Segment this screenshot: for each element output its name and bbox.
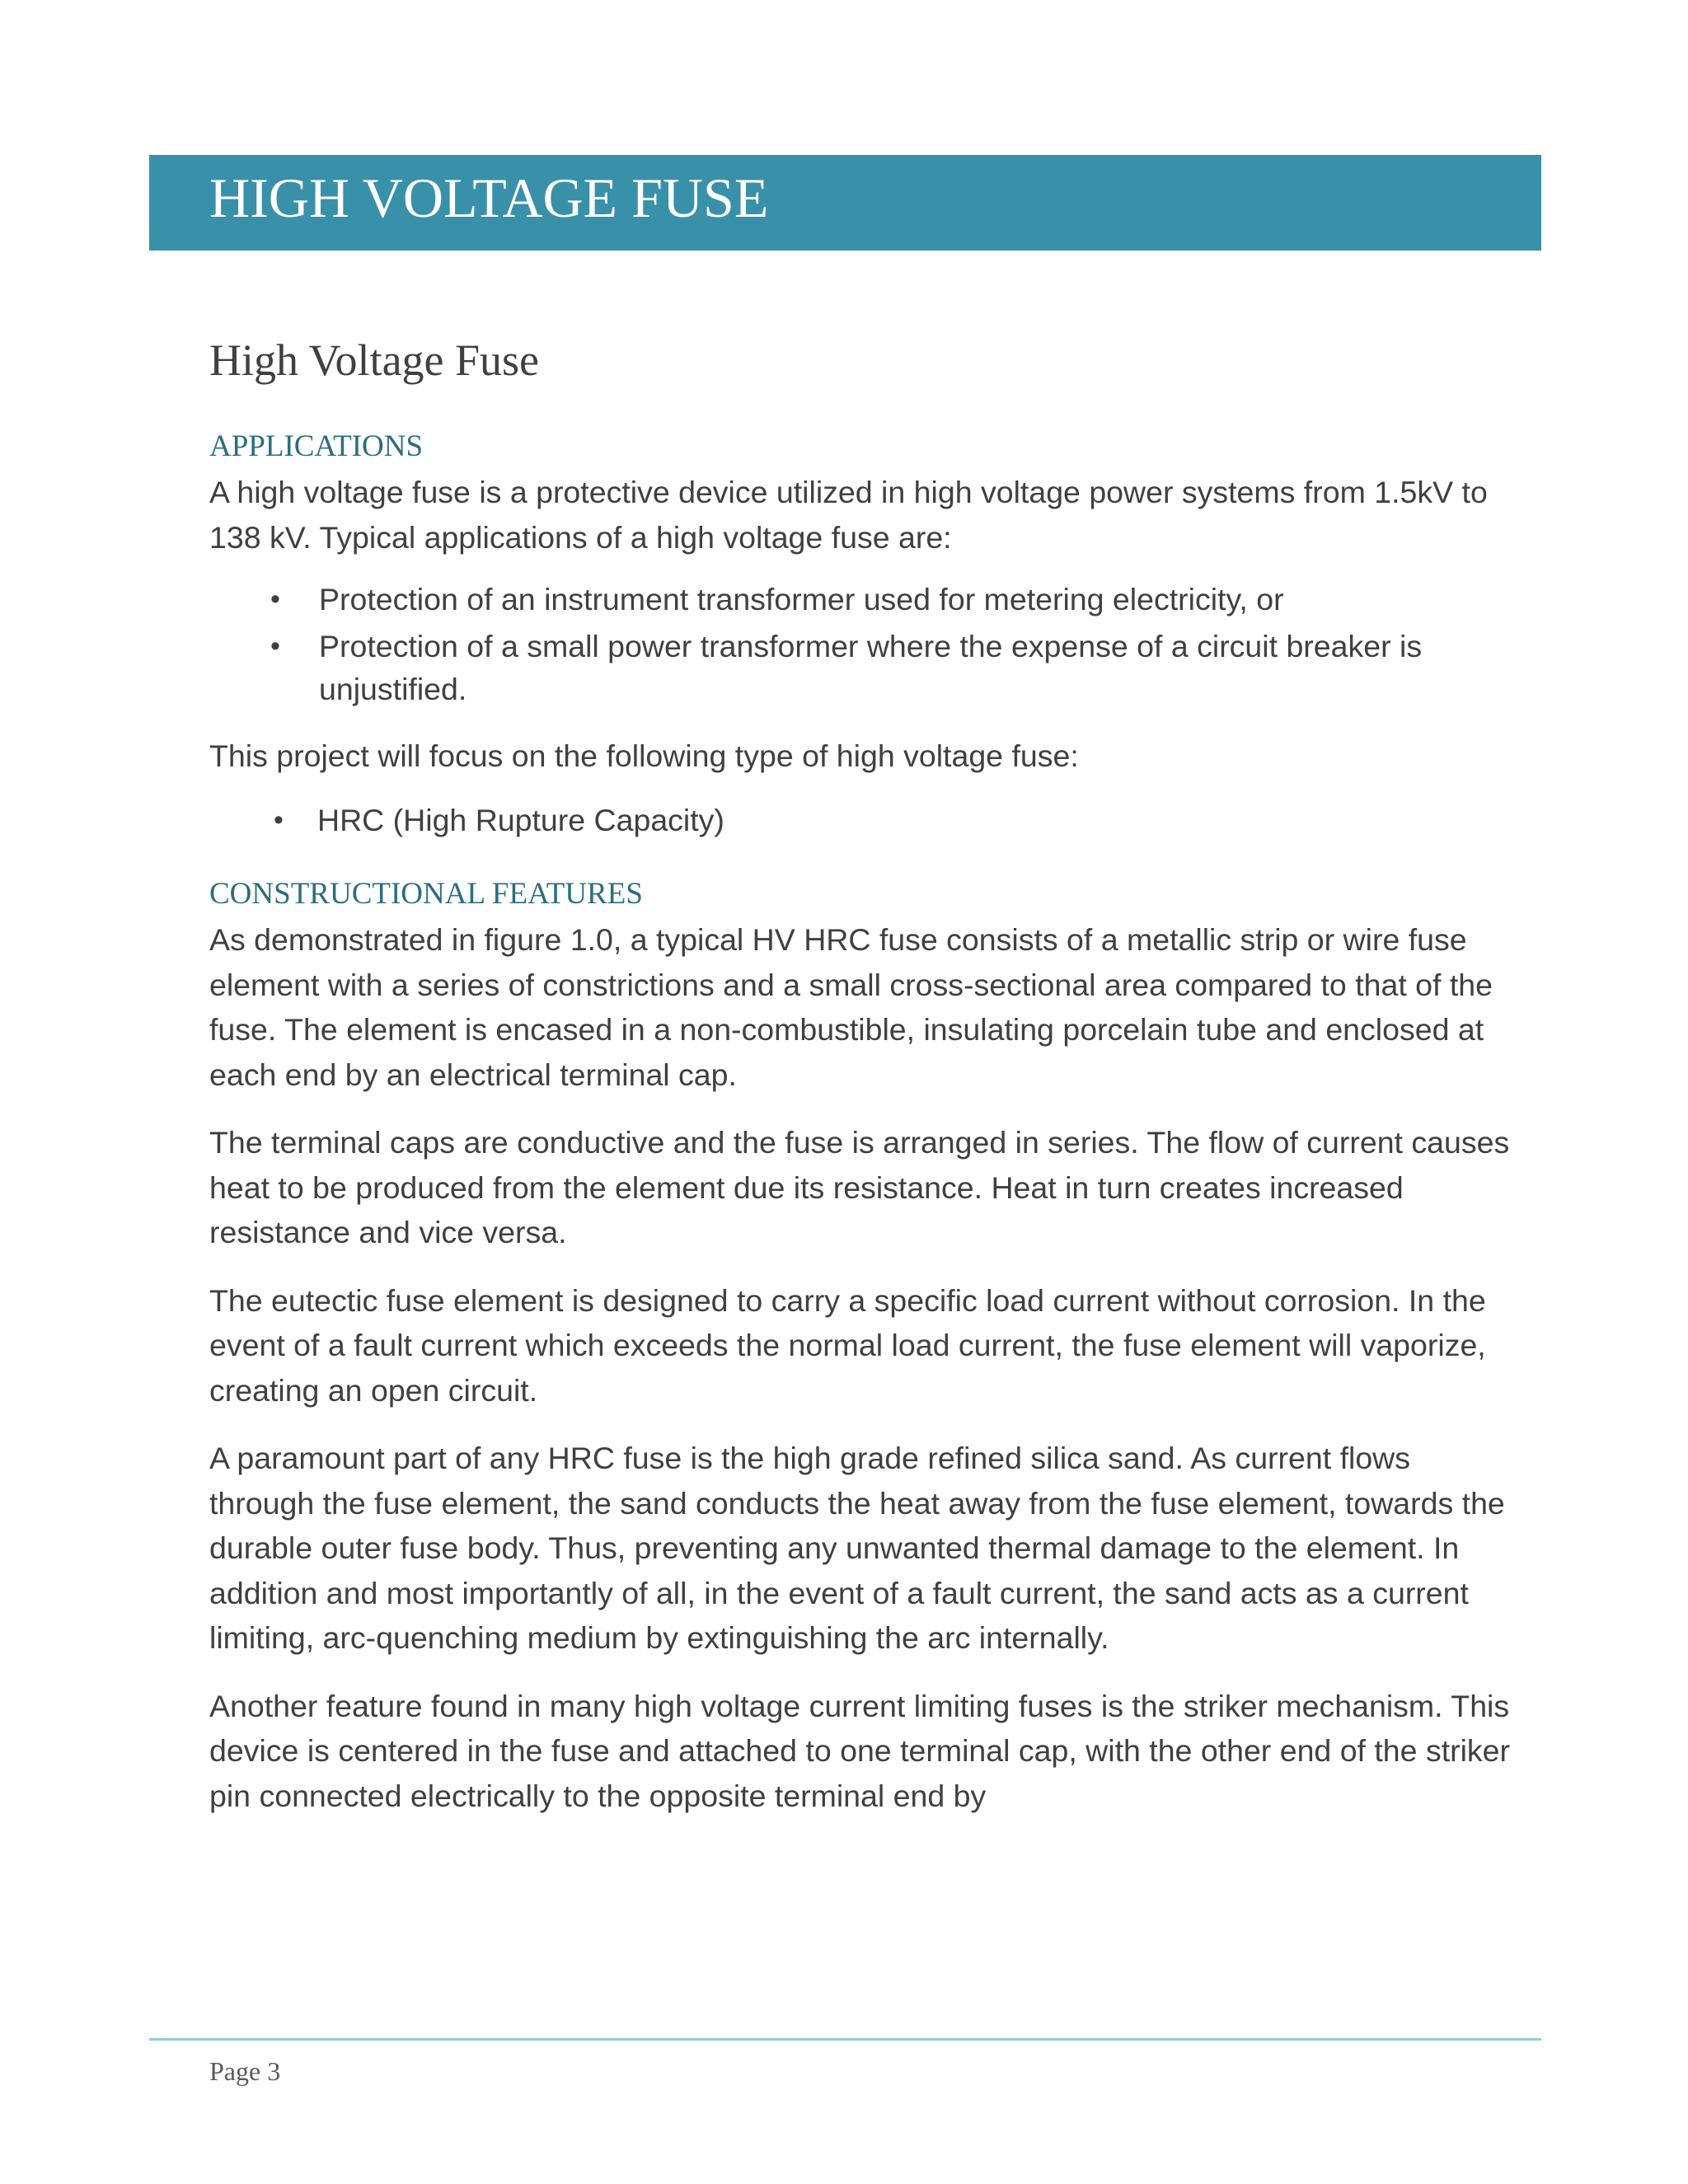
body-paragraph: As demonstrated in figure 1.0, a typical HV HRC fuse consists of a metallic strip or wire fuse element with a series of constrictions and a small cross-sectional area compared to that of the fuse. The element is encased in a non-combustible, insulating porcelain tube and enclosed at each end by an electrical terminal cap. xyxy=(209,922,1493,1092)
constructional-features-heading: CONSTRUCTIONAL FEATURES xyxy=(209,876,643,911)
body-paragraph: The terminal caps are conductive and the fuse is arranged in series. The flow of current causes heat to be produced from the element due its resistance. Heat in turn creates increased resistance and vice versa. xyxy=(209,1125,1510,1250)
applications-intro-paragraph: A high voltage fuse is a protective device utilized in high voltage power systems from 1.5kV to 138 kV. Typical applications of a high voltage fuse are: xyxy=(209,475,1488,555)
focus-paragraph: This project will focus on the following type of high voltage fuse: xyxy=(209,738,1079,774)
bullet-item: • Protection of a small power transformer where the expense of a circuit breaker is unjustified. xyxy=(209,625,1512,710)
footer-divider xyxy=(149,2038,1541,2041)
focus-bullet-list xyxy=(209,799,1512,841)
banner-title: HIGH VOLTAGE FUSE xyxy=(209,166,769,229)
bullet-item: • HRC (High Rupture Capacity) xyxy=(209,799,1512,841)
page-body xyxy=(209,334,1512,1818)
body-paragraph: The eutectic fuse element is designed to carry a specific load current without corrosion. In the event of a fault current which exceeds the normal load current, the fuse element will vaporize, creating an open circuit. xyxy=(209,1282,1486,1408)
applications-heading: APPLICATIONS xyxy=(209,429,424,463)
bullet-item: • Protection of an instrument transformer used for metering electricity, or xyxy=(209,578,1512,621)
body-paragraph: A paramount part of any HRC fuse is the high grade refined silica sand. As current flows through the fuse element, the sand conducts the heat away from the fuse element, towards the durable outer fuse body. Thus, preventing any unwanted thermal damage to the element. In addition and most importantly of all, in the event of a fault current, the sand acts as a current limiting, arc-quenching medium by extinguishing the arc internally. xyxy=(209,1441,1505,1656)
body-paragraph: Another feature found in many high voltage current limiting fuses is the striker mechanism. This device is centered in the fuse and attached to one terminal cap, with the other end of the striker pin connected electrically to the opposite terminal end by xyxy=(209,1688,1511,1813)
title-banner xyxy=(149,155,1541,251)
page-number: Page 3 xyxy=(209,2056,281,2086)
document-title: High Voltage Fuse xyxy=(209,335,540,385)
applications-bullet-list xyxy=(209,578,1512,710)
